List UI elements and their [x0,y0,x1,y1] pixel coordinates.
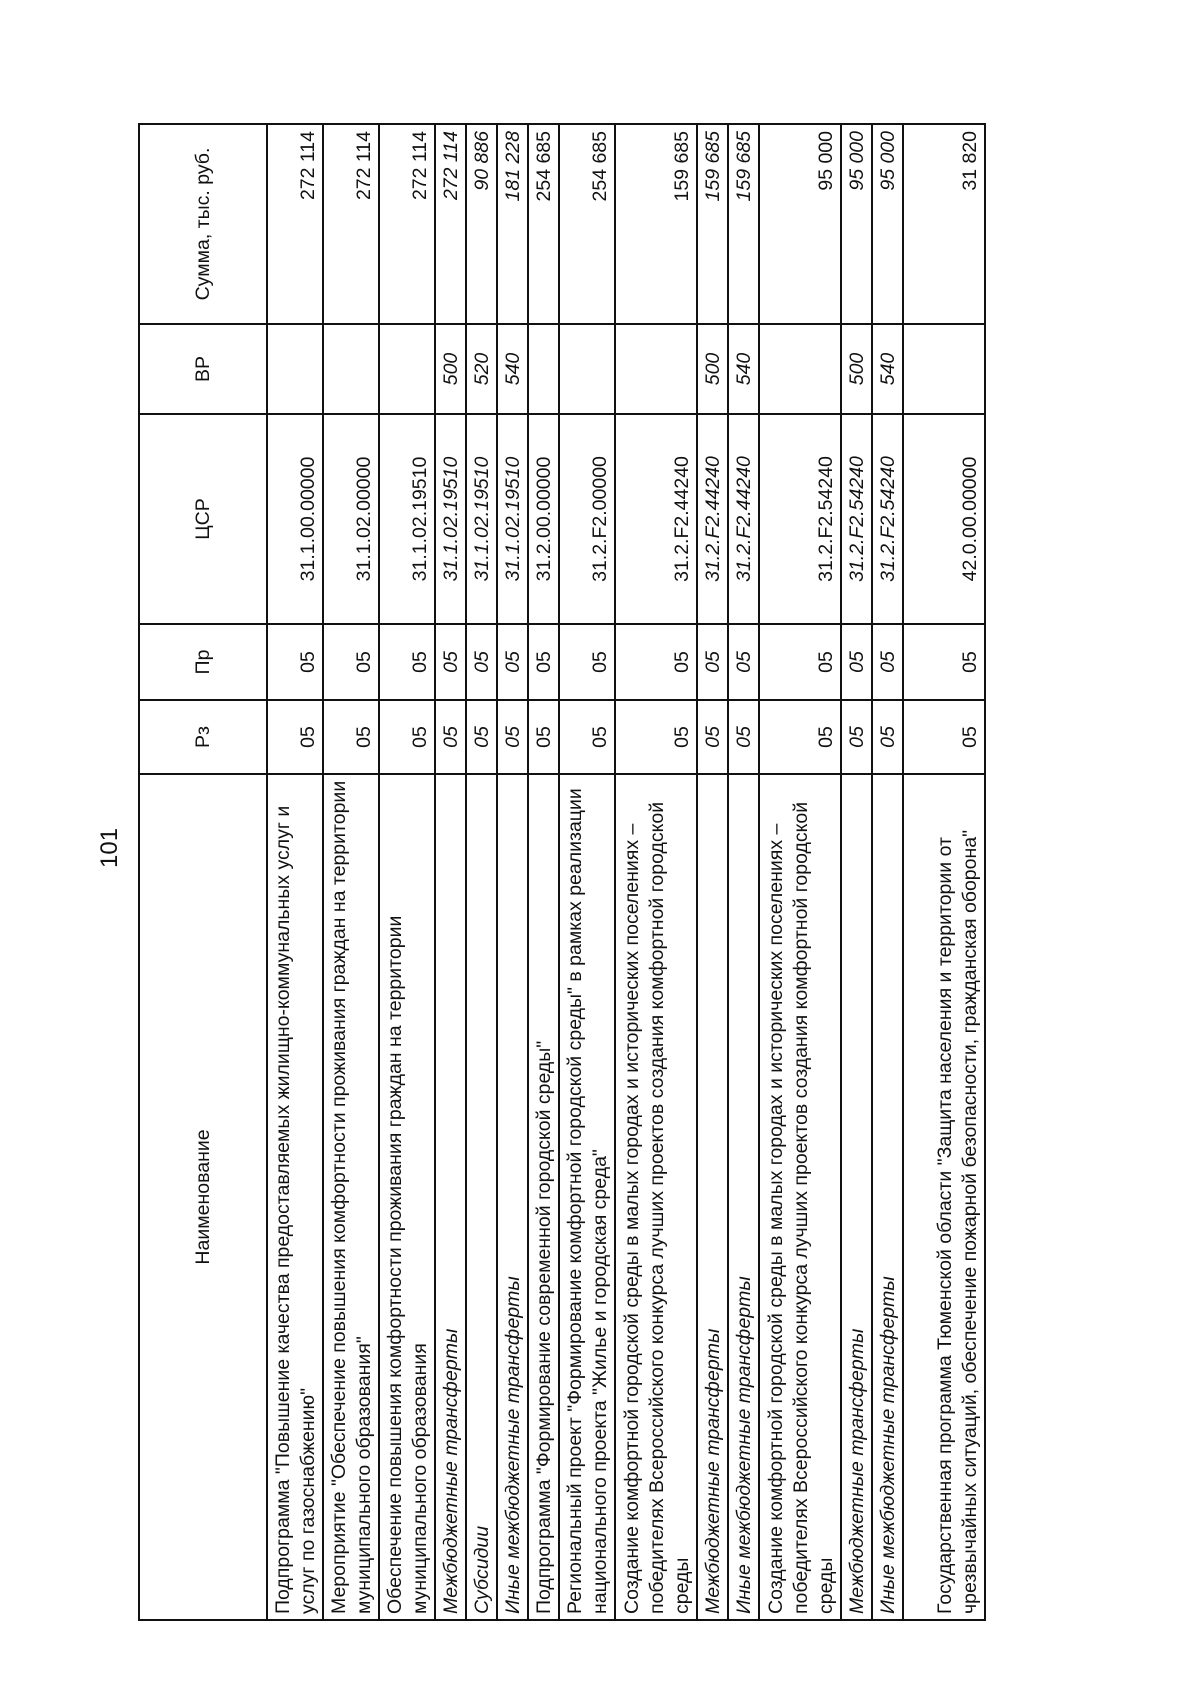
table-row [615,124,697,1620]
cell-rz: 05 [379,700,435,774]
cell-csr: 31.1.00.00000 [267,414,323,624]
cell-rz: 05 [267,700,323,774]
cell-pr: 05 [697,624,728,700]
cell-sum: 272 114 [323,124,379,324]
table-row [435,124,466,1620]
table-row [466,124,497,1620]
cell-sum: 95 000 [872,124,903,324]
cell-rz: 05 [903,700,985,774]
cell-rz: 05 [841,700,872,774]
cell-name: Иные межбюджетные трансферты [497,774,528,1620]
cell-sum: 159 685 [728,124,759,324]
cell-sum: 272 114 [379,124,435,324]
cell-csr: 31.2.F2.44240 [728,414,759,624]
page-number: 101 [96,827,123,868]
cell-sum: 31 820 [903,124,985,324]
cell-csr: 31.2.F2.54240 [841,414,872,624]
cell-pr: 05 [267,624,323,700]
cell-sum: 95 000 [759,124,841,324]
cell-pr: 05 [759,624,841,700]
cell-pr: 05 [323,624,379,700]
cell-pr: 05 [379,624,435,700]
cell-vr [615,324,697,414]
cell-vr: 540 [497,324,528,414]
cell-sum: 95 000 [841,124,872,324]
cell-sum: 254 685 [559,124,615,324]
cell-rz: 05 [559,700,615,774]
cell-csr: 31.1.02.19510 [435,414,466,624]
cell-name: Государственная программа Тюменской области "Защита населения и территории от чрезвычайных ситуаций, обеспечение пожарной безопасности, гражданская оборона" [903,774,985,1620]
cell-pr: 05 [615,624,697,700]
cell-pr: 05 [559,624,615,700]
cell-sum: 90 886 [466,124,497,324]
cell-rz: 05 [528,700,559,774]
cell-name: Субсидии [466,774,497,1620]
table-header-row [139,124,267,1620]
table-row [872,124,903,1620]
table-row [841,124,872,1620]
cell-name: Подпрограмма "Повышение качества предоставляемых жилищно-коммунальных услуг и услуг по газоснабжению" [267,774,323,1620]
cell-vr: 500 [697,324,728,414]
cell-name: Обеспечение повышения комфортности проживания граждан на территории муниципального образования [379,774,435,1620]
cell-vr [759,324,841,414]
cell-rz: 05 [697,700,728,774]
cell-vr: 520 [466,324,497,414]
cell-pr: 05 [497,624,528,700]
cell-name: Региональный проект "Формирование комфортной городской среды" в рамках реализации национального проекта "Жилье и городская среда" [559,774,615,1620]
header-vr: ВР [139,324,267,414]
cell-rz: 05 [435,700,466,774]
cell-csr: 31.1.02.19510 [466,414,497,624]
cell-csr: 31.2.F2.54240 [872,414,903,624]
cell-csr: 31.1.02.00000 [323,414,379,624]
cell-sum: 159 685 [697,124,728,324]
cell-name: Подпрограмма "Формирование современной городской среды" [528,774,559,1620]
cell-rz: 05 [759,700,841,774]
cell-vr [267,324,323,414]
cell-rz: 05 [497,700,528,774]
cell-rz: 05 [615,700,697,774]
budget-table [138,123,986,1621]
table-row [528,124,559,1620]
cell-vr: 540 [872,324,903,414]
cell-vr [379,324,435,414]
cell-pr: 05 [872,624,903,700]
cell-vr [559,324,615,414]
header-pr: Пр [139,624,267,700]
table-row [497,124,528,1620]
cell-pr: 05 [728,624,759,700]
cell-sum: 254 685 [528,124,559,324]
table-row [903,124,985,1620]
cell-pr: 05 [528,624,559,700]
table-row [379,124,435,1620]
cell-csr: 31.2.00.00000 [528,414,559,624]
cell-name: Межбюджетные трансферты [435,774,466,1620]
cell-name: Межбюджетные трансферты [697,774,728,1620]
table-row [759,124,841,1620]
cell-name: Создание комфортной городской среды в малых городах и исторических поселениях – победителях Всероссийского конкурса лучших проектов создания комфортной городской среды [759,774,841,1620]
table-row [697,124,728,1620]
cell-csr: 31.2.F2.44240 [697,414,728,624]
table-row [559,124,615,1620]
header-name: Наименование [139,774,267,1620]
cell-pr: 05 [466,624,497,700]
header-csr: ЦСР [139,414,267,624]
cell-csr: 31.2.F2.44240 [615,414,697,624]
cell-rz: 05 [728,700,759,774]
cell-csr: 31.2.F2.54240 [759,414,841,624]
cell-name: Иные межбюджетные трансферты [728,774,759,1620]
rotated-table-container [138,125,980,1621]
cell-name: Создание комфортной городской среды в малых городах и исторических поселениях – победителях Всероссийского конкурса лучших проектов создания комфортной городской среды [615,774,697,1620]
cell-csr: 31.1.02.19510 [497,414,528,624]
cell-name: Иные межбюджетные трансферты [872,774,903,1620]
cell-vr [528,324,559,414]
cell-vr [903,324,985,414]
table-row [267,124,323,1620]
cell-csr: 42.0.00.00000 [903,414,985,624]
cell-vr [323,324,379,414]
cell-sum: 272 114 [435,124,466,324]
cell-name: Мероприятие "Обеспечение повышения комфортности проживания граждан на территории муниципального образования" [323,774,379,1620]
table-row [728,124,759,1620]
cell-csr: 31.1.02.19510 [379,414,435,624]
header-sum: Сумма, тыс. руб. [139,124,267,324]
cell-pr: 05 [435,624,466,700]
cell-rz: 05 [323,700,379,774]
cell-rz: 05 [872,700,903,774]
cell-vr: 540 [728,324,759,414]
cell-name: Межбюджетные трансферты [841,774,872,1620]
cell-sum: 272 114 [267,124,323,324]
cell-rz: 05 [466,700,497,774]
cell-sum: 181 228 [497,124,528,324]
cell-pr: 05 [903,624,985,700]
cell-vr: 500 [435,324,466,414]
cell-csr: 31.2.F2.00000 [559,414,615,624]
cell-sum: 159 685 [615,124,697,324]
header-rz: Рз [139,700,267,774]
cell-vr: 500 [841,324,872,414]
table-row [323,124,379,1620]
cell-pr: 05 [841,624,872,700]
